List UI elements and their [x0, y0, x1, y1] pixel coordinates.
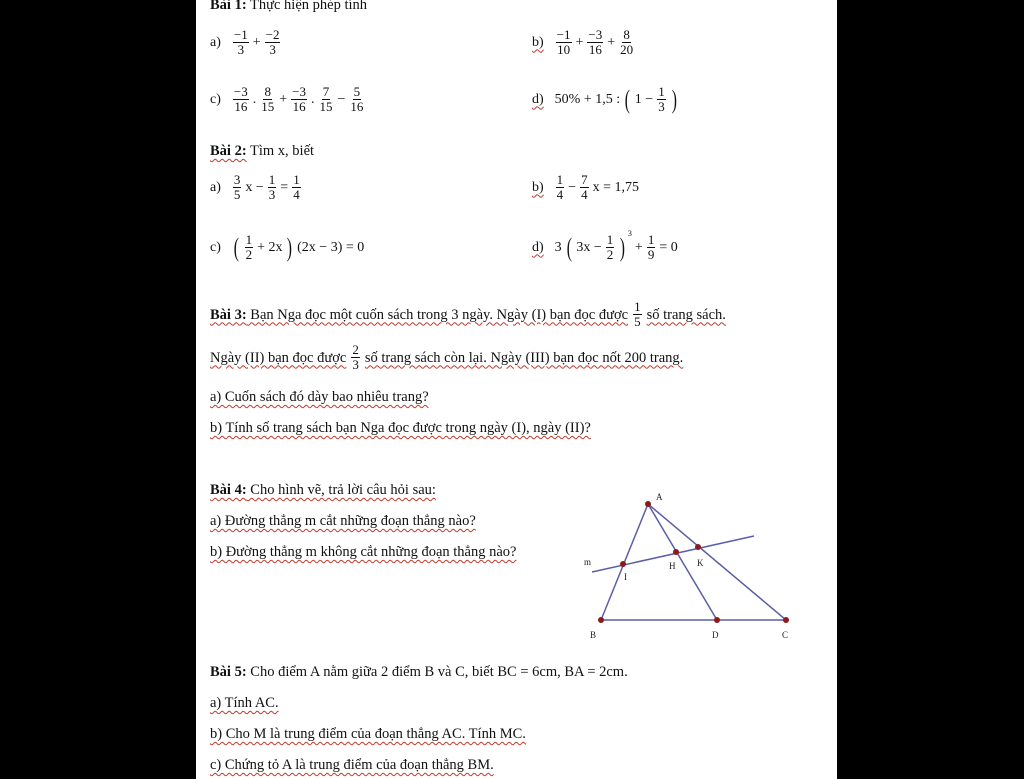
label-k: K — [697, 558, 704, 568]
b2-d — [532, 229, 678, 262]
b1-a — [210, 28, 281, 57]
den: 15 — [261, 99, 275, 114]
op: . — [310, 91, 315, 107]
expr: = — [280, 179, 289, 195]
fraction — [587, 28, 603, 57]
num: 1 — [634, 299, 641, 314]
paren: ( — [566, 232, 572, 262]
b2-a-label: a) — [210, 179, 221, 195]
b5-question-c: c) Chứng tỏ A là trung điểm của đoạn thẳng BM. — [210, 757, 494, 773]
b5-title-bold: Bài 5: — [210, 664, 247, 680]
num: −1 — [556, 27, 571, 42]
expr: + — [634, 239, 643, 255]
den: 3 — [269, 42, 276, 57]
den: 16 — [350, 99, 364, 114]
den: 5 — [233, 187, 241, 202]
fraction — [265, 28, 281, 57]
op: + — [252, 34, 261, 50]
num: 2 — [352, 342, 359, 357]
den: 15 — [319, 99, 333, 114]
den: 4 — [293, 187, 300, 202]
exponent: 3 — [627, 229, 632, 238]
expr: x − — [245, 179, 264, 195]
b2-b-label: b) — [532, 179, 544, 195]
num: 7 — [322, 84, 330, 99]
b3-line1 — [210, 300, 726, 329]
num: 1 — [556, 172, 564, 187]
b2-a — [210, 173, 302, 202]
expr: = 0 — [659, 239, 678, 255]
fraction — [233, 173, 242, 202]
den: 9 — [647, 247, 655, 262]
num: 5 — [353, 84, 361, 99]
expr: (2x − 3) = 0 — [297, 239, 365, 255]
paren: ) — [619, 232, 626, 262]
label-i: I — [624, 572, 627, 582]
expr: + 2x — [257, 239, 283, 255]
num: −3 — [292, 84, 306, 99]
b1-d — [532, 85, 678, 114]
b1-title — [210, 0, 367, 14]
label-c: C — [782, 630, 789, 640]
fraction — [606, 233, 615, 262]
fraction — [633, 300, 642, 329]
label-b: B — [590, 630, 597, 640]
b3-line1-text: Bạn Nga đọc một cuốn sách trong 3 ngày. Ngày (I) bạn đọc được — [246, 306, 629, 323]
point-b — [598, 617, 604, 623]
b3-line2-text: Ngày (II) bạn đọc được — [210, 349, 347, 366]
den: 5 — [634, 314, 641, 329]
b1-b-label: b) — [532, 34, 544, 50]
op: + — [279, 91, 288, 107]
b5-title-rest: Cho điểm A nằm giữa 2 điểm B và C, biết BC = 6cm, BA = 2cm. — [246, 664, 628, 680]
b2-c — [210, 233, 364, 262]
den: 20 — [620, 42, 634, 57]
b3-line2 — [210, 343, 683, 372]
b5-question-a: a) Tính AC. — [210, 695, 279, 711]
fraction — [233, 85, 249, 114]
b2-title-rest: Tìm x, biết — [246, 143, 315, 159]
num: 8 — [623, 27, 630, 42]
expr: 3x − — [576, 239, 602, 255]
op: . — [252, 91, 257, 107]
b2-b — [532, 173, 639, 202]
den: 4 — [556, 187, 564, 202]
b4-title-rest: Cho hình vẽ, trả lời câu hỏi sau: — [246, 482, 436, 498]
b1-a-label: a) — [210, 34, 221, 50]
b5-title — [210, 663, 628, 681]
point-k — [695, 544, 701, 550]
den: 10 — [557, 42, 571, 57]
b1-title-rest: Thực hiện phép tính — [246, 0, 368, 13]
den: 3 — [658, 99, 665, 114]
expr: x = 1,75 — [592, 179, 639, 195]
num: −1 — [233, 27, 248, 42]
num: 8 — [264, 84, 271, 99]
num: 1 — [658, 84, 665, 99]
b2-title — [210, 142, 314, 160]
paren: ) — [671, 84, 677, 114]
den: 16 — [292, 99, 306, 114]
b1-c — [210, 85, 365, 114]
b3-question-a: a) Cuốn sách đó dày bao nhiêu trang? — [210, 389, 429, 405]
b4-question-b: b) Đường thẳng m không cắt những đoạn thẳng nào? — [210, 544, 517, 560]
fraction — [556, 28, 572, 57]
b5-question-b: b) Cho M là trung điểm của đoạn thẳng AC. Tính MC. — [210, 726, 526, 742]
b1-title-bold: Bài 1: — [210, 0, 247, 13]
b3-question-b: b) Tính số trang sách bạn Nga đọc được trong ngày (I), ngày (II)? — [210, 420, 591, 436]
fraction — [268, 173, 277, 202]
b4-title — [210, 481, 436, 499]
fraction — [291, 85, 307, 114]
fraction — [260, 85, 275, 114]
expr: 1 − — [634, 91, 654, 107]
b3-line1-tail: số trang sách. — [646, 306, 726, 323]
den: 16 — [588, 42, 602, 57]
num: −2 — [265, 27, 280, 42]
geometry-figure — [576, 485, 816, 650]
fraction — [647, 233, 656, 262]
fraction — [349, 85, 364, 114]
point-d — [714, 617, 720, 623]
expr: − — [568, 179, 577, 195]
point-c — [783, 617, 789, 623]
num: 3 — [233, 172, 241, 187]
b4-question-a: a) Đường thẳng m cắt những đoạn thẳng nào? — [210, 513, 476, 529]
b2-d-label: d) — [532, 239, 544, 255]
point-i — [620, 561, 626, 567]
num: 1 — [245, 232, 253, 247]
label-a: A — [656, 492, 663, 502]
op: + — [607, 34, 616, 50]
label-h: H — [669, 561, 676, 571]
point-h — [673, 549, 679, 555]
num: 7 — [581, 172, 588, 187]
point-a — [645, 501, 651, 507]
b1-d-label: d) — [532, 91, 544, 107]
num: 1 — [293, 172, 300, 187]
den: 2 — [606, 247, 614, 262]
fraction — [351, 343, 360, 372]
op: + — [575, 34, 584, 50]
num: 1 — [647, 232, 655, 247]
fraction — [292, 173, 301, 202]
label-m: m — [584, 557, 592, 567]
fraction — [556, 173, 565, 202]
fraction — [318, 85, 333, 114]
num: −3 — [588, 27, 603, 42]
den: 16 — [234, 99, 248, 114]
b2-c-label: c) — [210, 239, 221, 255]
den: 4 — [581, 187, 588, 202]
den: 3 — [352, 357, 359, 372]
expr: 3 — [554, 239, 562, 255]
den: 3 — [268, 187, 276, 202]
segment-ad — [648, 504, 717, 620]
paren: ( — [624, 84, 631, 114]
op: − — [337, 91, 346, 107]
fraction — [619, 28, 634, 57]
b1-b — [532, 28, 635, 57]
fraction — [233, 28, 249, 57]
num: −3 — [233, 84, 248, 99]
num: 1 — [606, 232, 614, 247]
den: 3 — [237, 42, 245, 57]
paren: ) — [287, 232, 293, 262]
b2-title-bold: Bài 2: — [210, 143, 247, 159]
paren: ( — [233, 232, 239, 262]
b3-title-bold: Bài 3: — [210, 306, 247, 323]
label-d: D — [712, 630, 719, 640]
b4-title-bold: Bài 4: — [210, 482, 247, 498]
den: 2 — [245, 247, 253, 262]
expr: 50% + 1,5 : — [554, 91, 621, 107]
fraction — [245, 233, 254, 262]
fraction — [580, 173, 589, 202]
b3-line2-tail: số trang sách còn lại. Ngày (III) bạn đọc nốt 200 trang. — [364, 349, 684, 366]
document-page — [196, 0, 837, 779]
b1-c-label: c) — [210, 91, 221, 107]
fraction — [657, 85, 666, 114]
num: 1 — [268, 172, 276, 187]
